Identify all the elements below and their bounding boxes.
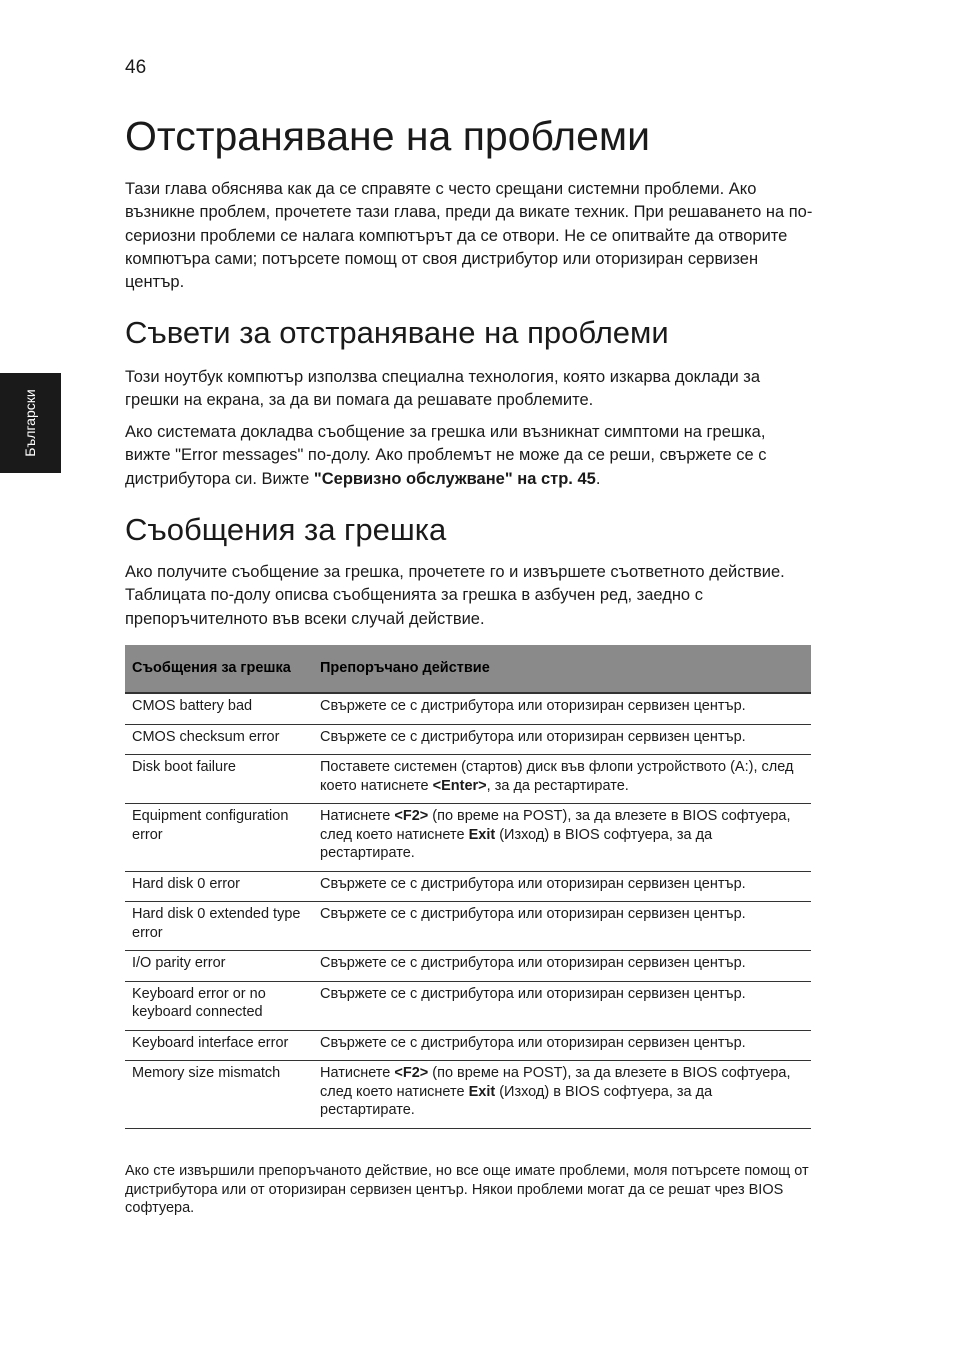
action-text: Натиснете: [320, 1065, 395, 1081]
action-cell: Свържете се с дистрибутора или оторизиран сервизен център.: [313, 1030, 811, 1061]
table-row: [125, 902, 811, 951]
exit-label: Exit: [468, 1083, 496, 1100]
error-message-cell: Keyboard error or no keyboard connected: [125, 981, 313, 1030]
table-row: [125, 871, 811, 902]
error-message-cell: CMOS battery bad: [125, 693, 313, 724]
error-message-cell: Keyboard interface error: [125, 1030, 313, 1061]
column-header-message: Съобщения за грешка: [125, 645, 313, 693]
table-row: [125, 1030, 811, 1061]
error-message-cell: Disk boot failure: [125, 755, 313, 804]
action-cell: [313, 755, 811, 804]
enter-key-label: <Enter>: [432, 777, 487, 794]
action-text: Натиснете: [320, 808, 395, 824]
table-row: [125, 804, 811, 872]
error-message-cell: Equipment configuration error: [125, 804, 313, 872]
intro-paragraph: Тази глава обяснява как да се справяте с често срещани системни проблеми. Ако възникне проблем, прочетете тази глава, преди да викате техник. При решаването на по-сериозни проблеми се налага компютърът да се отвори. Не се опитвайте да отворите компютъра сами; потърсете помощ от своя дистрибутор или оторизиран сервизен център.: [125, 180, 813, 292]
error-message-cell: Hard disk 0 extended type error: [125, 902, 313, 951]
table-row: [125, 724, 811, 755]
action-cell: [313, 1061, 811, 1129]
action-cell: Свържете се с дистрибутора или оторизиран сервизен център.: [313, 951, 811, 982]
errors-intro-paragraph: Ако получите съобщение за грешка, прочетете го и извършете съответното действие. Таблицата по-долу описва съобщенията за грешка в азбучен ред, заедно с препоръчителното във всеки случай действие.: [125, 563, 785, 628]
action-text: (Изход) в BIOS софтуера, за да рестартирате.: [320, 1083, 713, 1118]
exit-label: Exit: [468, 826, 496, 843]
side-tab-label: Български: [22, 389, 38, 457]
table-row: [125, 755, 811, 804]
tips-paragraph-2-end: .: [595, 469, 601, 488]
action-cell: Свържете се с дистрибутора или оторизиран сервизен център.: [313, 693, 811, 724]
action-text: , за да рестартирате.: [486, 777, 629, 794]
table-row: [125, 951, 811, 982]
column-header-action: Препоръчано действие: [313, 645, 811, 693]
action-text: (Изход) в BIOS софтуера, за да рестартирате.: [320, 826, 713, 861]
errors-heading: Съобщения за грешка: [125, 512, 447, 547]
error-messages-table: [125, 645, 811, 1129]
action-cell: Свържете се с дистрибутора или оторизиран сервизен център.: [313, 981, 811, 1030]
tips-paragraph-2-text: Ако системата докладва съобщение за грешка или възникнат симптоми на грешка, вижте "Error messages" по-долу. Ако проблемът не може да се реши, свържете се с дистрибутора си. Вижте: [125, 423, 767, 488]
f2-key-label: <F2>: [394, 1065, 429, 1081]
action-cell: Свържете се с дистрибутора или оторизиран сервизен център.: [313, 902, 811, 951]
f2-key-label: <F2>: [394, 808, 429, 824]
table-row: [125, 693, 811, 724]
action-text: (по време на POST), за да влезете в BIOS софтуера, след което натиснете: [320, 808, 791, 843]
action-cell: [313, 804, 811, 872]
action-text: Поставете системен (стартов) диск във флопи устройството (A:), след което натиснете: [320, 759, 794, 794]
page-number: 46: [125, 57, 147, 78]
action-text: (по време на POST), за да влезете в BIOS софтуера, след което натиснете: [320, 1065, 791, 1100]
table-row: [125, 1061, 811, 1129]
error-message-cell: Memory size mismatch: [125, 1061, 313, 1129]
language-side-tab: [0, 373, 61, 473]
error-message-cell: CMOS checksum error: [125, 724, 313, 755]
error-message-cell: Hard disk 0 error: [125, 871, 313, 902]
page-title: Отстраняване на проблеми: [125, 113, 650, 159]
action-cell: Свържете се с дистрибутора или оторизиран сервизен център.: [313, 871, 811, 902]
table-row: [125, 981, 811, 1030]
tips-paragraph-1: Този ноутбук компютър използва специална технология, която изкарва доклади за грешки на екрана, за да ви помага да решавате проблемите.: [125, 368, 761, 410]
service-reference-link: "Сервизно обслужване" на стр. 45: [313, 469, 596, 488]
tips-heading: Съвети за отстраняване на проблеми: [125, 315, 669, 350]
tips-paragraph-2: [125, 421, 815, 491]
error-message-cell: I/O parity error: [125, 951, 313, 982]
table-header-row: [125, 645, 811, 693]
action-cell: Свържете се с дистрибутора или оторизиран сервизен център.: [313, 724, 811, 755]
footnote: Ако сте извършили препоръчаното действие, но все още имате проблеми, моля потърсете помощ от дистрибутора или от оторизиран сервизен център. Някои проблеми могат да се решат чрез BIOS софтуера.: [125, 1163, 809, 1216]
